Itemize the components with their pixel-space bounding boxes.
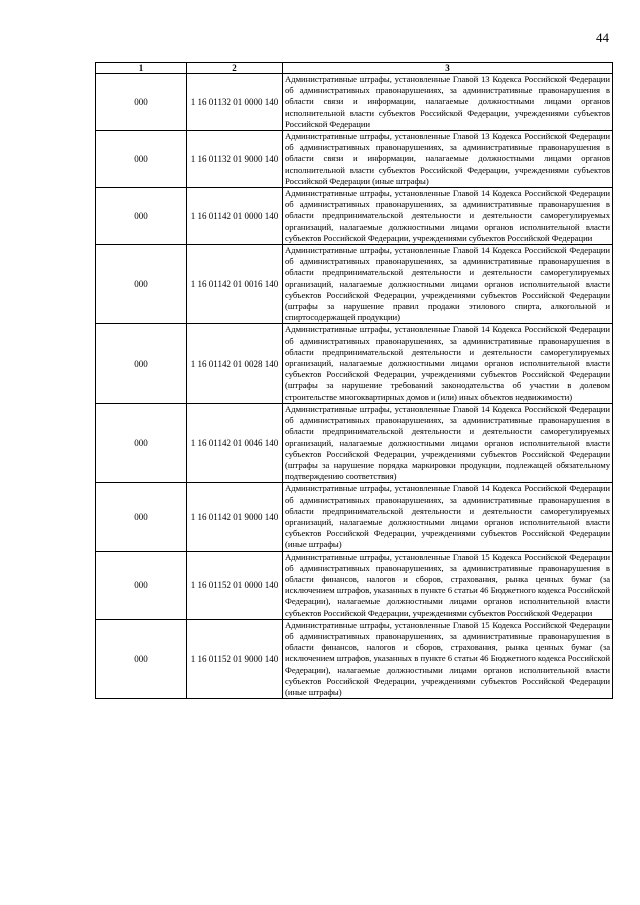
admin-code-cell: 000 xyxy=(96,74,187,131)
description-cell: Административные штрафы, установленные Главой 14 Кодекса Российской Федерации об административных правонарушениях, за административные правонарушения в области предпринимательской деятельности и деятельности саморегулируемых организаций, налагаемые должностными лицами органов исполнительной власти субъектов Российской Федерации, учреждениями субъектов Российской Федерации (иные штрафы) xyxy=(283,483,613,551)
table-row xyxy=(96,245,613,324)
admin-code-cell: 000 xyxy=(96,551,187,619)
kbk-code-cell: 1 16 01142 01 0046 140 xyxy=(187,403,283,482)
description-cell: Административные штрафы, установленные Главой 14 Кодекса Российской Федерации об административных правонарушениях, за административные правонарушения в области предпринимательской деятельности и деятельности саморегулируемых организаций, налагаемые должностными лицами органов исполнительной власти субъектов Российской Федерации, учреждениями субъектов Российской Федерации (штрафы за нарушение порядка маркировки продукции, подлежащей обязательному подтверждению соответствия) xyxy=(283,403,613,482)
description-cell: Административные штрафы, установленные Главой 13 Кодекса Российской Федерации об административных правонарушениях, за административные правонарушения в области связи и информации, налагаемые должностными лицами органов исполнительной власти субъектов Российской Федерации, учреждениями субъектов Российской Федерации xyxy=(283,74,613,131)
kbk-code-cell: 1 16 01142 01 0000 140 xyxy=(187,188,283,245)
table-row xyxy=(96,74,613,131)
table-row xyxy=(96,619,613,698)
table-row xyxy=(96,131,613,188)
table-header xyxy=(96,63,613,74)
column-header-2: 2 xyxy=(187,63,283,74)
table-row xyxy=(96,551,613,619)
kbk-code-cell: 1 16 01132 01 0000 140 xyxy=(187,74,283,131)
description-cell: Административные штрафы, установленные Главой 14 Кодекса Российской Федерации об административных правонарушениях, за административные правонарушения в области предпринимательской деятельности и деятельности саморегулируемых организаций, налагаемые должностными лицами органов исполнительной власти субъектов Российской Федерации, учреждениями субъектов Российской Федерации (штрафы за нарушение требований законодательства об участии в долевом строительстве многоквартирных домов и (или) иных объектов недвижимости) xyxy=(283,324,613,403)
kbk-code-cell: 1 16 01142 01 9000 140 xyxy=(187,483,283,551)
table-row xyxy=(96,324,613,403)
header-row xyxy=(96,63,613,74)
table-row xyxy=(96,188,613,245)
description-cell: Административные штрафы, установленные Главой 15 Кодекса Российской Федерации об административных правонарушениях, за административные правонарушения в области финансов, налогов и сборов, страхования, рынка ценных бумаг (за исключением штрафов, указанных в пункте 6 статьи 46 Бюджетного кодекса Российской Федерации), налагаемые должностными лицами органов исполнительной власти субъектов Российской Федерации, учреждениями субъектов Российской Федерации xyxy=(283,551,613,619)
description-cell: Административные штрафы, установленные Главой 14 Кодекса Российской Федерации об административных правонарушениях, за административные правонарушения в области предпринимательской деятельности и деятельности саморегулируемых организаций, налагаемые должностными лицами органов исполнительной власти субъектов Российской Федерации, учреждениями субъектов Российской Федерации xyxy=(283,188,613,245)
table-row xyxy=(96,403,613,482)
admin-code-cell: 000 xyxy=(96,245,187,324)
description-cell: Административные штрафы, установленные Главой 15 Кодекса Российской Федерации об административных правонарушениях, за административные правонарушения в области финансов, налогов и сборов, страхования, рынка ценных бумаг (за исключением штрафов, указанных в пункте 6 статьи 46 Бюджетного кодекса Российской Федерации), налагаемые должностными лицами органов исполнительной власти субъектов Российской Федерации, учреждениями субъектов Российской Федерации (иные штрафы) xyxy=(283,619,613,698)
budget-classification-table xyxy=(95,62,613,699)
description-cell: Административные штрафы, установленные Главой 14 Кодекса Российской Федерации об административных правонарушениях, за административные правонарушения в области предпринимательской деятельности и деятельности саморегулируемых организаций, налагаемые должностными лицами органов исполнительной власти субъектов Российской Федерации, учреждениями субъектов Российской Федерации (штрафы за нарушение правил продажи этилового спирта, алкогольной и спиртосодержащей продукции) xyxy=(283,245,613,324)
admin-code-cell: 000 xyxy=(96,131,187,188)
column-header-1: 1 xyxy=(96,63,187,74)
kbk-code-cell: 1 16 01132 01 9000 140 xyxy=(187,131,283,188)
admin-code-cell: 000 xyxy=(96,619,187,698)
kbk-code-cell: 1 16 01142 01 0028 140 xyxy=(187,324,283,403)
admin-code-cell: 000 xyxy=(96,483,187,551)
description-cell: Административные штрафы, установленные Главой 13 Кодекса Российской Федерации об административных правонарушениях, за административные правонарушения в области связи и информации, налагаемые должностными лицами органов исполнительной власти субъектов Российской Федерации, учреждениями субъектов Российской Федерации (иные штрафы) xyxy=(283,131,613,188)
admin-code-cell: 000 xyxy=(96,324,187,403)
admin-code-cell: 000 xyxy=(96,403,187,482)
page-number: 44 xyxy=(596,30,609,45)
column-header-3: 3 xyxy=(283,63,613,74)
kbk-code-cell: 1 16 01152 01 9000 140 xyxy=(187,619,283,698)
table-row xyxy=(96,483,613,551)
table-body xyxy=(96,74,613,699)
admin-code-cell: 000 xyxy=(96,188,187,245)
kbk-code-cell: 1 16 01152 01 0000 140 xyxy=(187,551,283,619)
kbk-code-cell: 1 16 01142 01 0016 140 xyxy=(187,245,283,324)
